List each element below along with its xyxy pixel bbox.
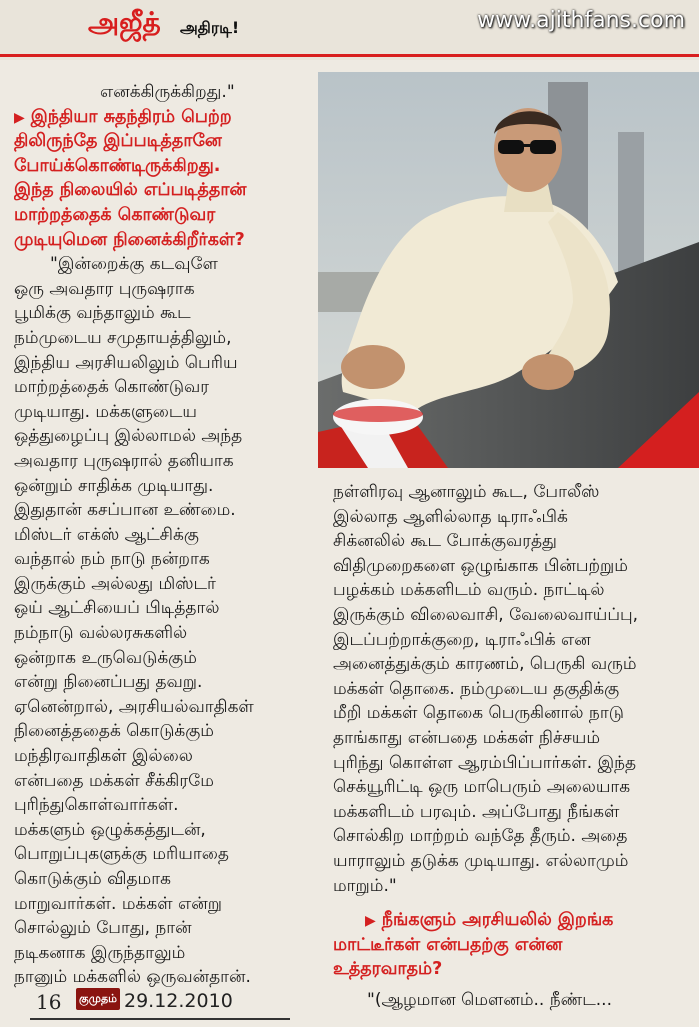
text-line: ஒத்துழைப்பு இல்லாமல் அந்த (14, 426, 243, 447)
text-line: "(ஆழமான மௌனம்.. நீண்ட... (367, 989, 612, 1010)
text-line: மக்களிடம் பரவும். அப்போது நீங்கள் (333, 801, 620, 822)
text-line: வந்தால் நம் நாடு நன்றாக (14, 549, 210, 570)
text-line: தாங்காது என்பதை மக்கள் நிச்சயம் (333, 727, 601, 748)
right-column (333, 480, 699, 1012)
question-line: போய்க்கொண்டிருக்கிறது. (14, 155, 221, 176)
question-line: மாற்றத்தைக் கொண்டுவர (14, 204, 216, 225)
text-line: மக்களும் ஒழுக்கத்துடன், (14, 819, 206, 840)
text-line: மிஸ்டர் எக்ஸ் ஆட்சிக்கு (14, 524, 199, 545)
text-line: நானும் மக்களில் ஒருவன்தான். (14, 967, 251, 988)
text-line: கொடுக்கும் விதமாக (14, 869, 171, 889)
section-title: அஜீத் (88, 6, 161, 39)
website-watermark: www.ajithfans.com (477, 8, 685, 33)
text-line: மந்திரவாதிகள் இல்லை (14, 746, 193, 767)
text-line: செக்யூரிட்டி ஒரு மாபெரும் அலையாக (333, 777, 631, 798)
page-number: 16 (36, 990, 62, 1014)
question-line: இந்த நிலையில் எப்படித்தான் (14, 180, 247, 201)
text-line: மீறி மக்கள் தொகை பெருகினால் நாடு (333, 703, 624, 724)
text-line: ஒன்றாக உருவெடுக்கும் (14, 647, 197, 668)
text-line: இல்லாத ஆளில்லாத டிராஃபிக் (333, 506, 568, 527)
text-line: மாற்றத்தைக் கொண்டுவர (14, 377, 210, 398)
triangle-bullet-icon: ▶ (14, 109, 25, 126)
text-line: இருக்கும் அல்லது மிஸ்டர் (14, 573, 216, 594)
text-line: அனைத்துக்கும் காரணம், பெருகி வரும் (333, 654, 637, 675)
text-line: பொறுப்புகளுக்கு மரியாதை (14, 844, 229, 865)
text-line: புரிந்துகொள்வார்கள். (14, 795, 179, 816)
left-column (14, 80, 316, 990)
magazine-logo: குமுதம் (76, 988, 120, 1010)
page-footer (0, 980, 699, 1027)
text-line: மக்கள் தொகை. நம்முடைய தகுதிக்கு (333, 678, 620, 699)
text-line: சொல்கிற மாற்றம் வந்தே தீரும். அதை (333, 826, 628, 847)
text-line: இடப்பற்றாக்குறை, டிராஃபிக் என (333, 629, 591, 650)
section-subtitle: அதிரடி! (180, 18, 240, 37)
text-line: நம்நாடு வல்லரசுகளில் (14, 623, 188, 644)
actor-photo (318, 72, 699, 468)
photo-illustration (318, 72, 699, 468)
text-line: என்பதை மக்கள் சீக்கிரமே (14, 770, 214, 791)
text-line: "இன்றைக்கு கடவுளே (50, 254, 218, 275)
triangle-bullet-icon: ▶ (365, 913, 376, 930)
text-line: நம்முடைய சமுதாயத்திலும், (14, 327, 232, 348)
question-line: ▶ நீங்களும் அரசியலில் இறங்க (365, 910, 614, 931)
issue-date: 29.12.2010 (124, 990, 233, 1012)
text-line: என்று நினைப்பது தவறு. (14, 672, 203, 693)
text-line: நடிகனாக இருந்தாலும் (14, 942, 186, 963)
text-line: நினைத்ததைக் கொடுக்கும் (14, 721, 214, 742)
question-line: உத்தரவாதம்? (333, 959, 443, 980)
page-header (0, 0, 699, 60)
text-line: ஏனென்றால், அரசியல்வாதிகள் (14, 696, 254, 717)
question-line: ▶ இந்தியா சுதந்திரம் பெற்ற (14, 106, 232, 127)
text-line: நள்ளிரவு ஆனாலும் கூட, போலீஸ் (333, 482, 600, 502)
text-line: பூமிக்கு வந்தாலும் கூட (14, 303, 191, 324)
text-line: இருக்கும் விலைவாசி, வேலைவாய்ப்பு, (333, 604, 639, 625)
text-line: பழக்கம் மக்களிடம் வரும். நாட்டில் (333, 580, 605, 601)
text-line: இந்திய அரசியலிலும் பெரிய (14, 352, 238, 373)
question-line: திலிருந்தே இப்படித்தானே (14, 131, 222, 152)
text-line: யாராலும் தடுக்க முடியாது. எல்லாமும் (333, 850, 629, 871)
text-line: மாறுவார்கள். மக்கள் என்று (14, 893, 222, 914)
question-line: மாட்டீர்கள் என்பதற்கு என்ன (333, 934, 563, 955)
text-line: இதுதான் கசப்பான உண்மை. (14, 500, 236, 521)
text-line: அவதார புருஷரால் தனியாக (14, 450, 234, 471)
text-line: விதிமுறைகளை ஒழுங்காக பின்பற்றும் (333, 555, 628, 576)
text-line: ஒய் ஆட்சியைப் பிடித்தால் (14, 598, 220, 619)
text-line: சிக்னலில் கூட போக்குவரத்து (333, 531, 557, 552)
header-rule (0, 54, 699, 57)
text-line: ஒன்றும் சாதிக்க முடியாது. (14, 475, 214, 496)
text-line: ஒரு அவதார புருஷராக (14, 278, 195, 299)
text-line: சொல்லும் போது, நான் (14, 918, 192, 939)
question-line: முடியுமென நினைக்கிறீர்கள்? (14, 229, 245, 250)
text-line: எனக்கிருக்கிறது." (100, 82, 235, 102)
text-line: முடியாது. மக்களுடைய (14, 401, 197, 422)
text-line: புரிந்து கொள்ள ஆரம்பிப்பார்கள். இந்த (333, 752, 637, 773)
text-line: மாறும்." (333, 875, 397, 896)
footer-rule (30, 1018, 290, 1020)
